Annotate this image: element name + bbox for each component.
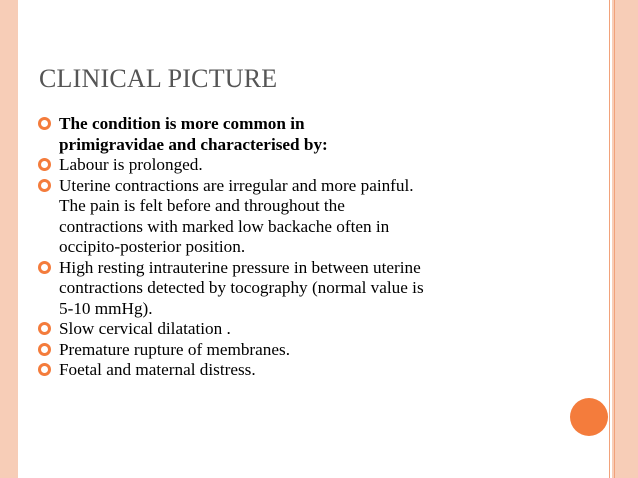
bullet-text: Premature rupture of membranes. — [59, 339, 290, 359]
bullet-circle-icon — [38, 363, 51, 376]
bullet-text: Uterine contractions are irregular and more painful. The pain is felt before and throughout the contractions with marked low backache often in occipito-posterior position. — [59, 175, 414, 256]
bullet-item — [38, 360, 598, 381]
bullet-text: Foetal and maternal distress. — [59, 360, 256, 379]
bullet-item — [38, 176, 598, 258]
bullet-circle-icon — [38, 158, 51, 171]
bullet-text: Labour is prolonged. — [59, 155, 203, 174]
bullet-text: High resting intrauterine pressure in between uterine contractions detected by tocography (normal value is 5-10 mmHg). — [59, 257, 424, 318]
slide-title: CLINICAL PICTURE — [39, 64, 278, 93]
right-decorative-line — [614, 0, 615, 478]
right-decorative-band — [612, 0, 638, 478]
bullet-text: The condition is more common in primigravidae and characterised by: — [59, 114, 328, 154]
bullet-list — [38, 114, 598, 381]
bullet-circle-icon — [38, 261, 51, 274]
bullet-item — [38, 155, 598, 176]
bullet-item — [38, 340, 598, 361]
bullet-item — [38, 114, 598, 155]
bullet-text: Slow cervical dilatation . — [59, 319, 231, 338]
bullet-item — [38, 319, 598, 340]
bullet-circle-icon — [38, 322, 51, 335]
decorative-orange-circle — [570, 398, 608, 436]
bullet-item — [38, 258, 598, 320]
bullet-circle-icon — [38, 343, 51, 356]
bullet-circle-icon — [38, 179, 51, 192]
bullet-circle-icon — [38, 117, 51, 130]
left-decorative-band — [0, 0, 18, 478]
right-decorative-line — [609, 0, 610, 478]
